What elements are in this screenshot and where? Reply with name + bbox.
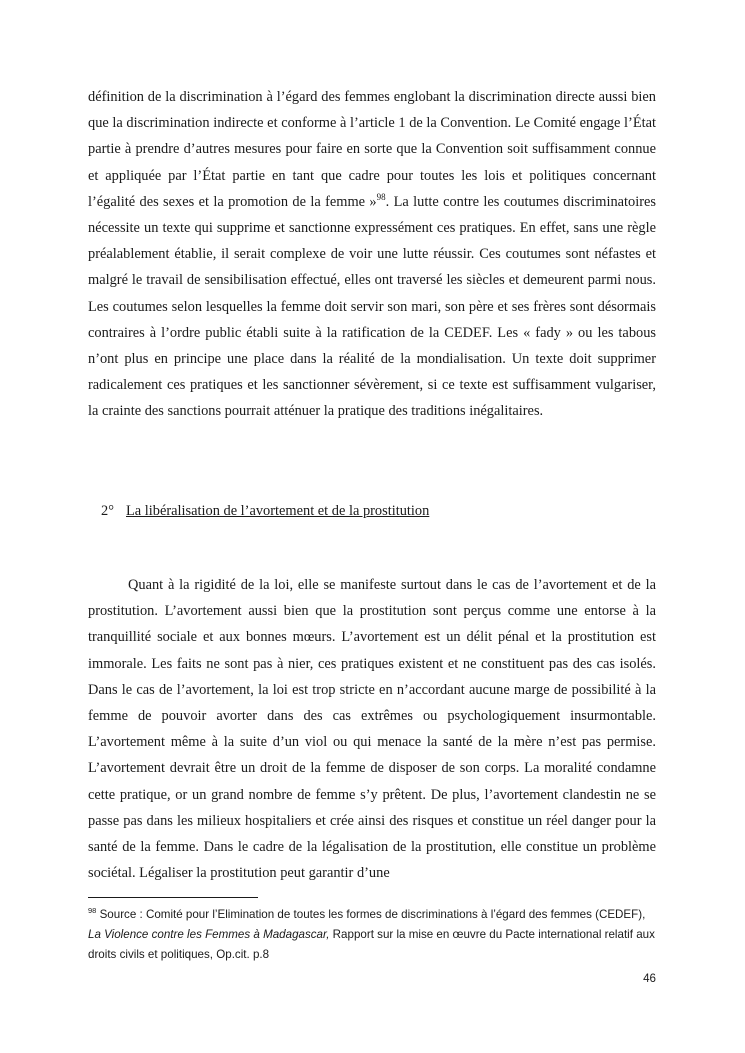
footnote-text-after-title: Rapport sur la mise en œuvre du Pacte international relatif aux droits civils et politiques, Op.cit. p.8: [88, 928, 655, 961]
section-heading-title: La libéralisation de l’avortement et de la prostitution: [126, 503, 430, 519]
paragraph-1-text-after-ref: . La lutte contre les coutumes discriminatoires nécessite un texte qui supprime et sanctionne expressément ces pratiques. En effet, sans une règle préalablement établie, il serait complexe de voir une lutte réussir. Ces coutumes sont néfastes et malgré le travail de sensibilisation effectué, elles ont traversé les siècles et demeurent parmi nous. Les coutumes selon lesquelles la femme doit servir son mari, son père et ses frères sont désormais contraires à l’ordre public établi suite à la ratification de la CEDEF. Les « fady » ou les tabous n’ont plus en principe une place dans la réalité de la mondialisation. Un texte doit supprimer radicalement ces pratiques et les sanctionner sévèrement, si ce texte est suffisamment vulgariser, la crainte des sanctions pourrait atténuer la pratique des traditions inégalitaires.: [88, 193, 656, 420]
page-body: [88, 84, 656, 425]
section-heading: [101, 498, 429, 524]
footnote-separator: [88, 897, 258, 898]
footnote-98: [88, 905, 656, 965]
section-heading-number: 2°: [101, 503, 114, 519]
page-number: 46: [643, 972, 656, 985]
paragraph-1-text-before-ref: définition de la discrimination à l’égard des femmes englobant la discrimination directe aussi bien que la discrimination indirecte et conforme à l’article 1 de la Convention. Le Comité engage l’État partie à prendre d’autres mesures pour faire en sorte que la Convention soit suffisamment connue et appliquée par l’État partie en tant que cadre pour toutes les lois et politiques concernant l’égalité des sexes et la promotion de la femme »: [88, 89, 656, 210]
body-paragraph-2-container: [88, 572, 656, 886]
footnote-italic-title: La Violence contre les Femmes à Madagascar,: [88, 928, 330, 941]
body-paragraph-2: Quant à la rigidité de la loi, elle se manifeste surtout dans le cas de l’avortement et de la prostitution. L’avortement aussi bien que la prostitution sont perçus comme une entorse à la tranquillité sociale et aux bonnes mœurs. L’avortement est un délit pénal et la prostitution est immorale. Les faits ne sont pas à nier, ces pratiques existent et ne constituent pas des cas isolés. Dans le cas de l’avortement, la loi est trop stricte en n’accordant aucune marge de possibilité à la femme de pouvoir avorter dans des cas extrêmes ou psychologiquement insurmontable. L’avortement même à la suite d’un viol ou qui menace la santé de la mère n’est pas permise. L’avortement devrait être un droit de la femme de disposer de son corps. La moralité condamne cette pratique, or un grand nombre de femme s’y prêtent. De plus, l’avortement clandestin ne se passe pas dans les milieux hospitaliers et crée ainsi des risques et constitue un réel danger pour la santé de la femme. Dans le cadre de la légalisation de la prostitution, elle constitue un problème sociétal. Légaliser la prostitution peut garantir d’une: [88, 577, 656, 882]
footnote-number: 98: [88, 906, 97, 916]
footnote-text-before-title: Source : Comité pour l’Elimination de toutes les formes de discriminations à l’égard des femmes (CEDEF),: [96, 908, 646, 921]
body-paragraph-1: [88, 84, 656, 425]
footnote-reference-98[interactable]: 98: [376, 192, 386, 203]
